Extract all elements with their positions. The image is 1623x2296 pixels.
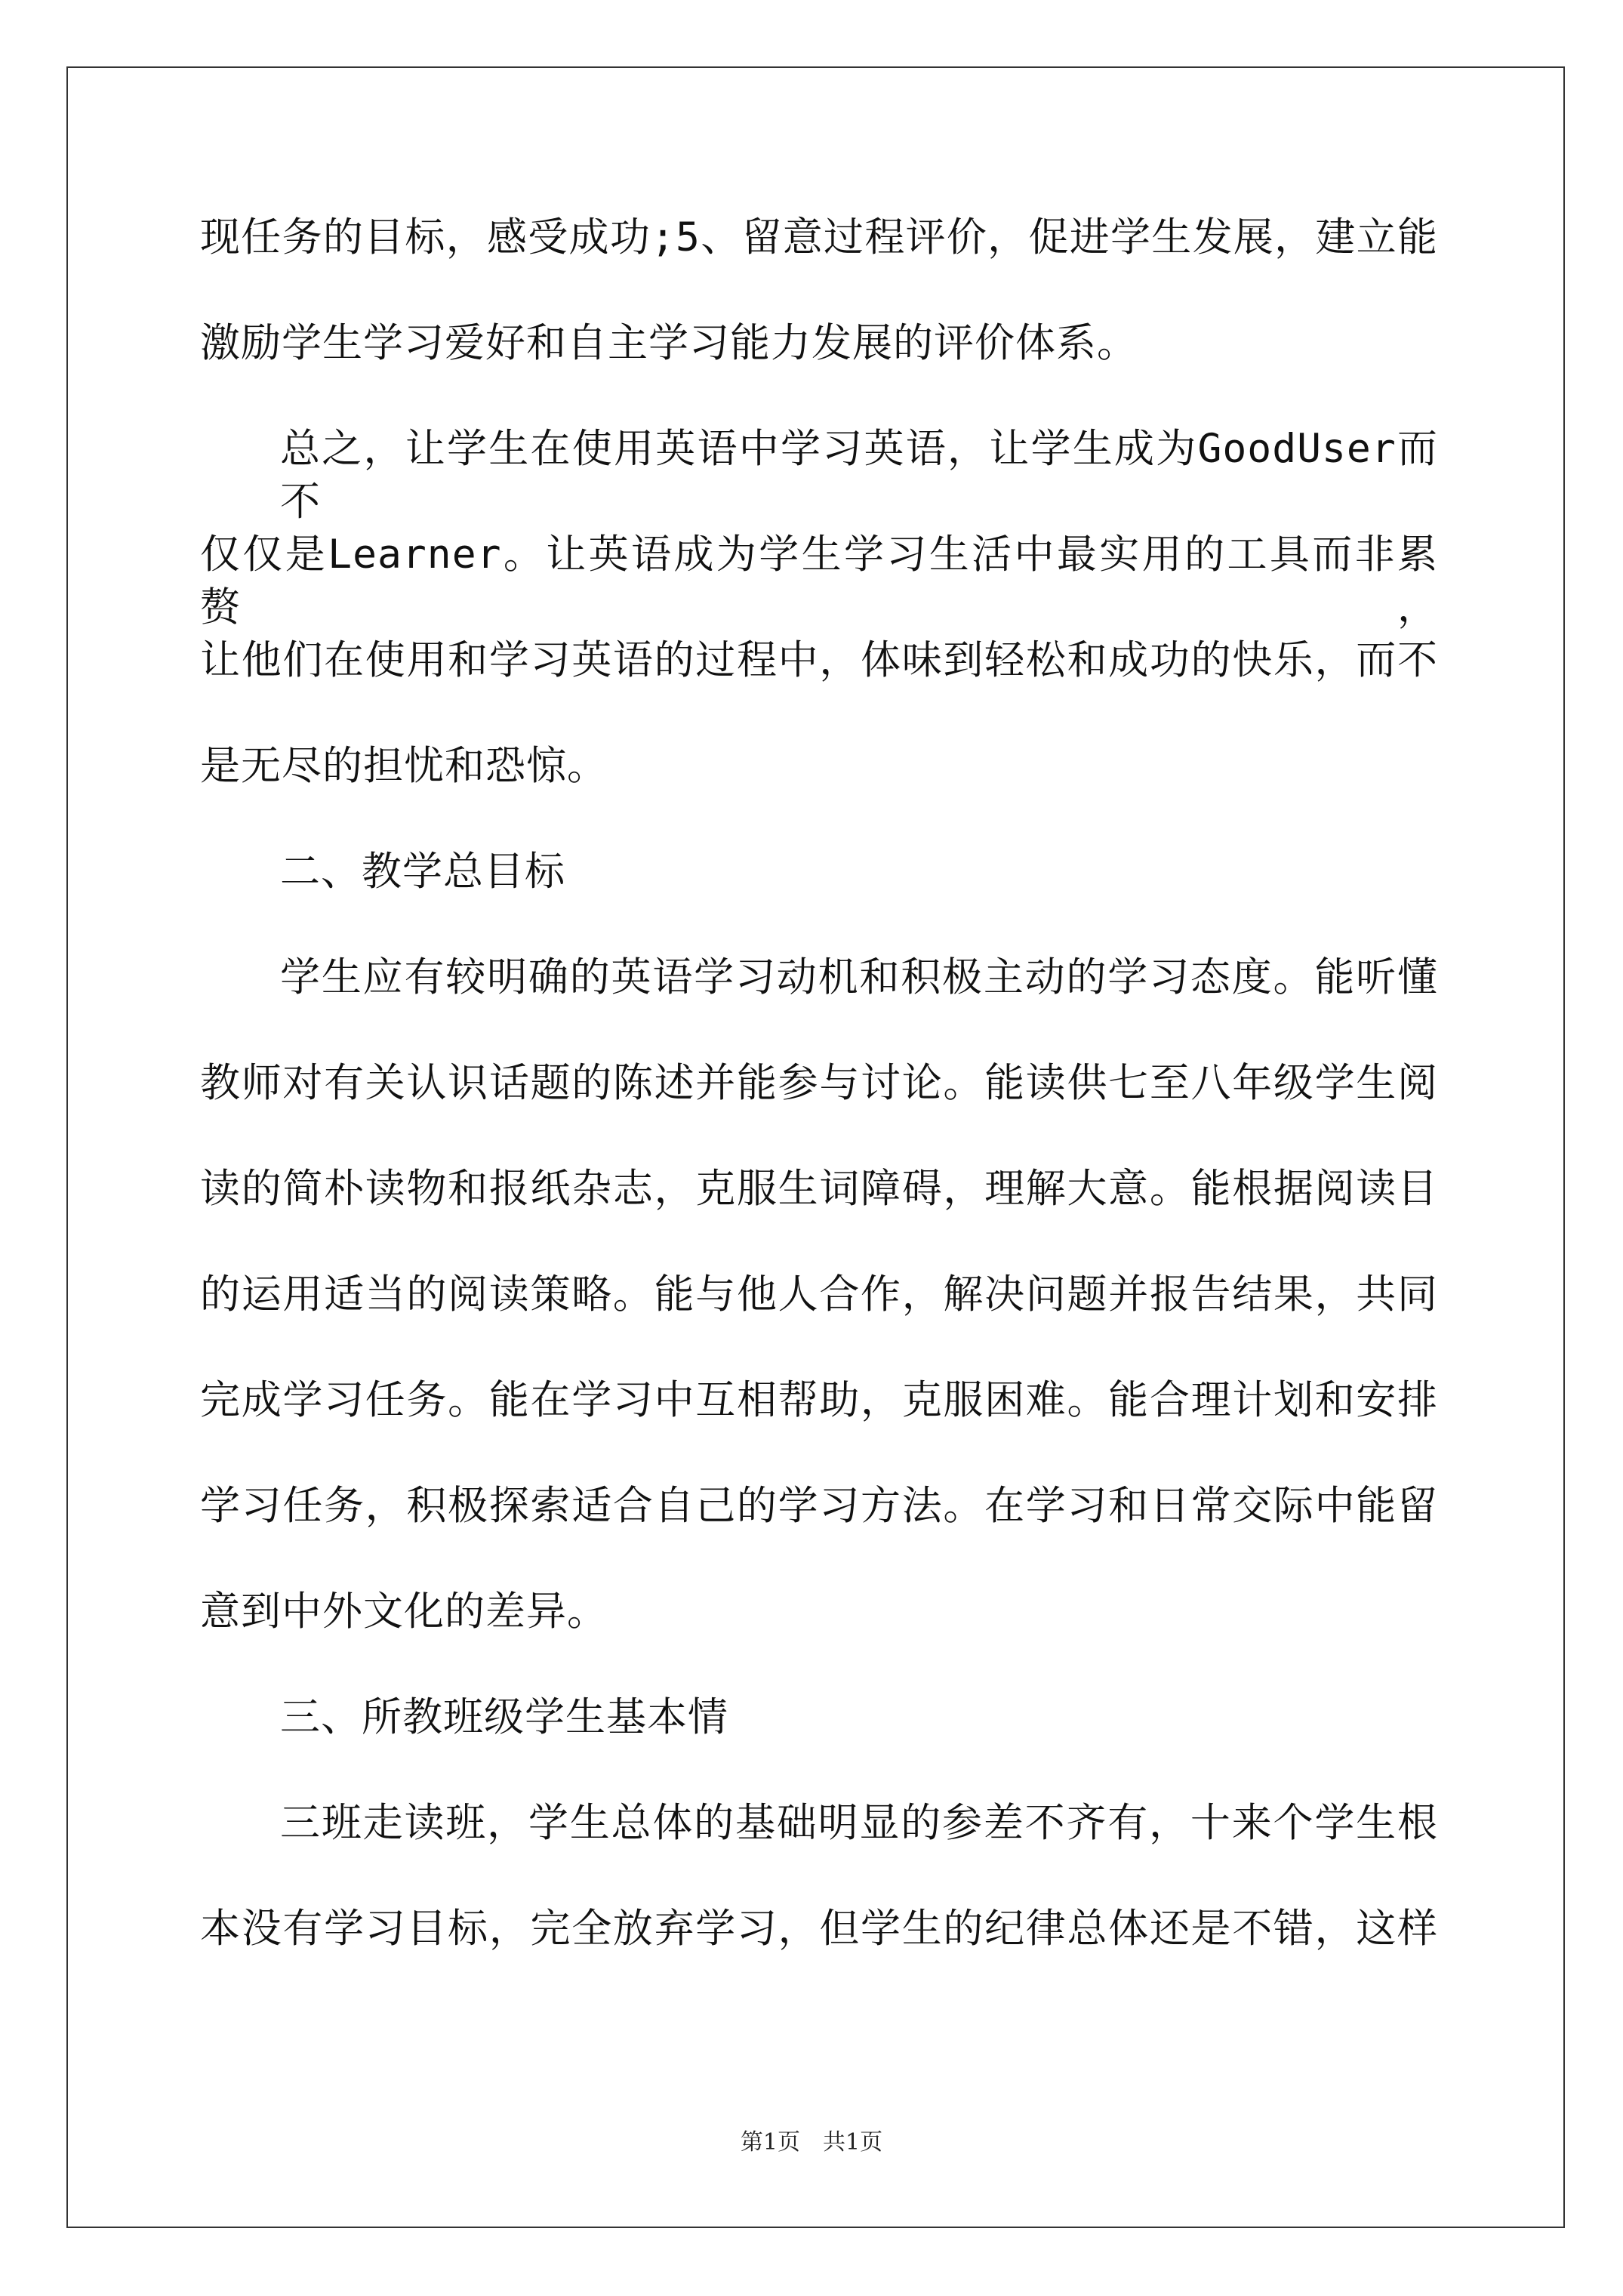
text-line-8: 学生应有较明确的英语学习动机和积极主动的学习态度。能听懂 <box>280 954 1438 1000</box>
text-line-16: 三班走读班，学生总体的基础明显的参差不齐有，十来个学生根 <box>280 1800 1438 1846</box>
text-line-5: 让他们在使用和学习英语的过程中，体味到轻松和成功的快乐，而不 <box>200 637 1438 683</box>
text-line-12: 完成学习任务。能在学习中互相帮助，克服困难。能合理计划和安排 <box>200 1377 1438 1423</box>
text-line-6: 是无尽的担忧和恐惊。 <box>200 743 608 789</box>
text-line-9: 教师对有关认识话题的陈述并能参与讨论。能读供七至八年级学生阅 <box>200 1060 1438 1106</box>
page-number-footer: 第1页 共1页 <box>740 2129 883 2156</box>
section-heading-3: 三、所教班级学生基本情 <box>280 1694 728 1740</box>
text-line-2: 激励学生学习爱好和自主学习能力发展的评价体系。 <box>200 320 1138 366</box>
text-line-3: 总之，让学生在使用英语中学习英语，让学生成为GoodUser而不 <box>280 426 1438 525</box>
text-line-17: 本没有学习目标，完全放弃学习，但学生的纪律总体还是不错，这样 <box>200 1906 1438 1952</box>
text-line-14: 意到中外文化的差异。 <box>200 1589 608 1635</box>
section-heading-2: 二、教学总目标 <box>280 849 565 895</box>
text-line-4: 仅仅是Learner。让英语成为学生学习生活中最实用的工具而非累赘， <box>200 532 1438 630</box>
text-line-13: 学习任务，积极探索适合自己的学习方法。在学习和日常交际中能留 <box>200 1483 1438 1529</box>
text-line-11: 的运用适当的阅读策略。能与他人合作，解决问题并报告结果，共同 <box>200 1271 1438 1318</box>
text-line-10: 读的简朴读物和报纸杂志，克服生词障碍，理解大意。能根据阅读目 <box>200 1166 1438 1212</box>
text-line-1: 现任务的目标，感受成功;5、留意过程评价，促进学生发展，建立能 <box>200 214 1438 260</box>
document-body <box>200 211 1438 2008</box>
